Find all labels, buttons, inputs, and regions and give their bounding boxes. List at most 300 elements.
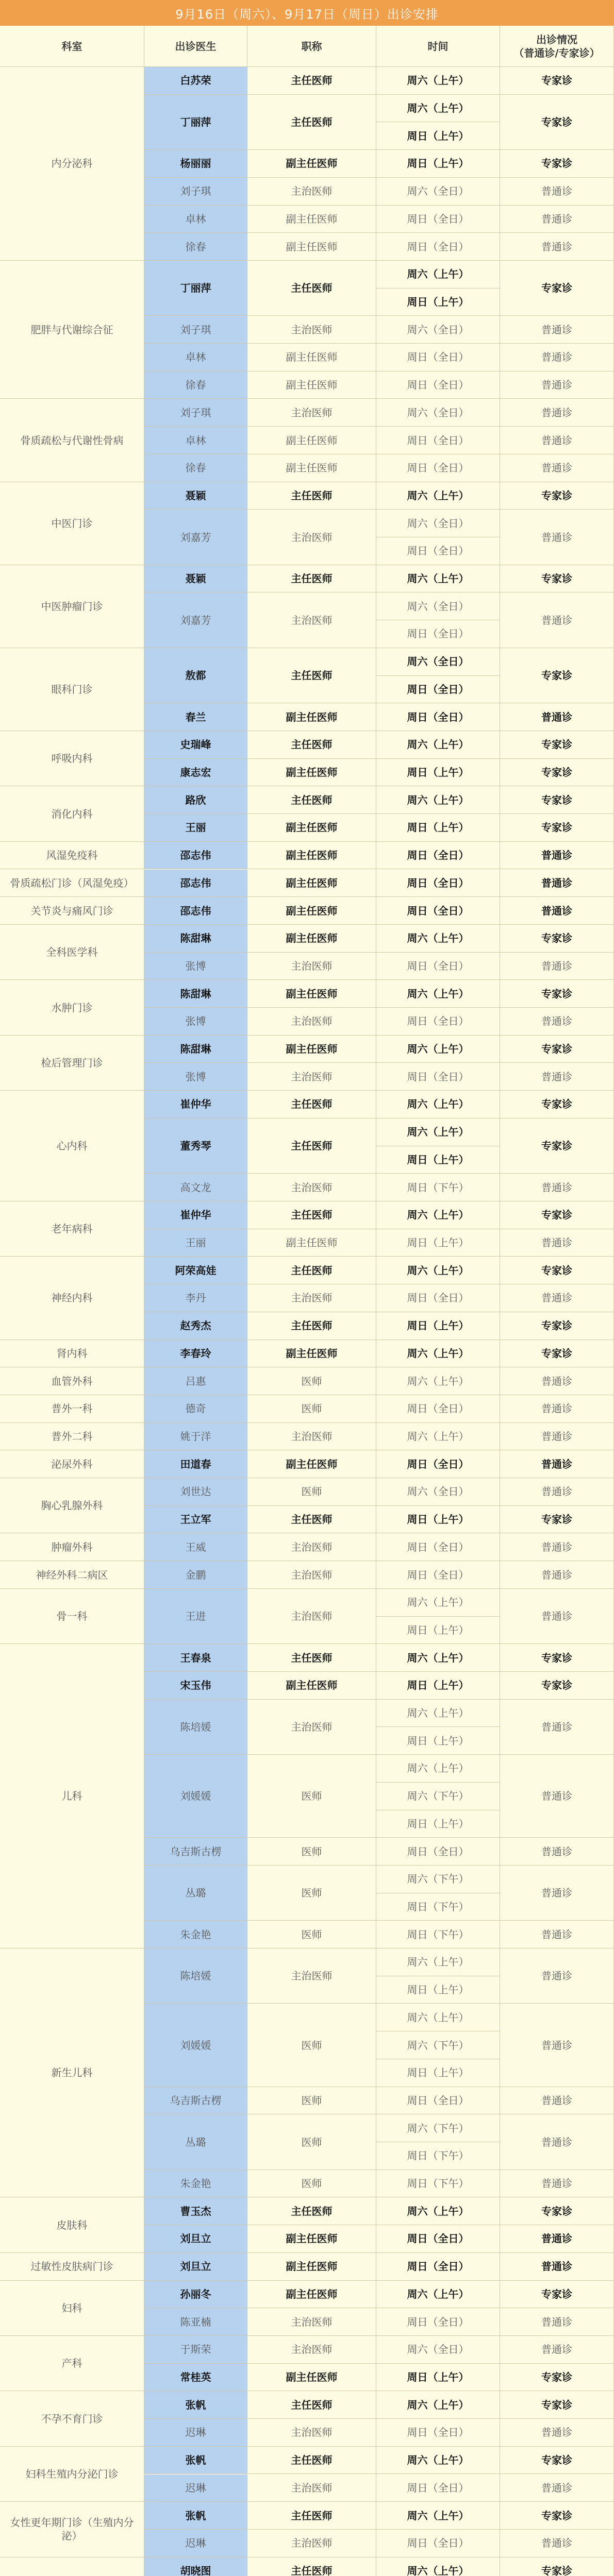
clinic-type: 普通诊 [500,371,614,399]
clinic-type: 普通诊 [500,1174,614,1201]
clinic-time: 周日（全日） [376,1450,500,1478]
clinic-type: 普通诊 [500,1533,614,1561]
clinic-type: 普通诊 [500,1008,614,1036]
doctor-name: 史瑞峰 [144,731,247,759]
doctor-name: 张博 [144,1063,247,1091]
clinic-type: 专家诊 [500,980,614,1008]
doctor-title: 主治医师 [247,2530,376,2557]
clinic-type: 专家诊 [500,1340,614,1368]
doctor-title: 副主任医师 [247,1672,376,1700]
department-name: 神经内科 [0,1257,144,1340]
clinic-time: 周六（上午） [376,2447,500,2475]
clinic-type: 普通诊 [500,1589,614,1644]
doctor-title: 主任医师 [247,67,376,95]
clinic-time: 周六（上午） [376,2391,500,2419]
doctor-name: 徐春 [144,233,247,261]
doctor-title: 主任医师 [247,648,376,703]
doctor-title: 医师 [247,2170,376,2198]
clinic-type: 普通诊 [500,1948,614,2004]
clinic-type: 专家诊 [500,814,614,842]
doctor-title: 医师 [247,1838,376,1866]
doctor-name: 崔仲华 [144,1201,247,1229]
clinic-type: 普通诊 [500,1866,614,1921]
doctor-title: 主任医师 [247,1257,376,1284]
doctor-name: 宋玉伟 [144,1672,247,1700]
clinic-time: 周六（上午） [376,786,500,814]
clinic-time: 周日（全日） [376,2087,500,2115]
clinic-time: 周日（全日） [376,344,500,371]
clinic-time: 周日（上午） [376,1727,500,1755]
doctor-name: 刘旦立 [144,2253,247,2281]
department-name: 呼吸内科 [0,731,144,786]
clinic-time: 周日（全日） [376,620,500,648]
clinic-time: 周六（全日） [376,178,500,206]
doctor-title: 主任医师 [247,786,376,814]
clinic-type: 普通诊 [500,2336,614,2364]
doctor-title: 副主任医师 [247,2281,376,2309]
department-name: 妇科生殖内分泌门诊 [0,2447,144,2502]
doctor-name: 邵志伟 [144,897,247,925]
header-time: 时间 [376,26,500,67]
department-name: 关节炎与痛风门诊 [0,897,144,925]
department-name: 产科 [0,2336,144,2391]
doctor-title: 主任医师 [247,1091,376,1118]
clinic-type: 普通诊 [500,842,614,870]
doctor-title: 副主任医师 [247,703,376,731]
clinic-type: 专家诊 [500,2281,614,2309]
department-name: 过敏性皮肤病门诊 [0,2253,144,2281]
doctor-title: 医师 [247,1921,376,1948]
clinic-time: 周日（全日） [376,233,500,261]
doctor-name: 张帆 [144,2447,247,2475]
clinic-type: 专家诊 [500,150,614,178]
doctor-title: 医师 [247,2087,376,2115]
doctor-name: 张博 [144,1008,247,1036]
department-name: 肿瘤外科 [0,1533,144,1561]
doctor-name: 姚于洋 [144,1423,247,1451]
doctor-name: 王威 [144,1533,247,1561]
clinic-type: 普通诊 [500,1755,614,1838]
clinic-type: 专家诊 [500,67,614,95]
clinic-time: 周日（全日） [376,870,500,897]
department-name: 肥胖与代谢综合征 [0,261,144,399]
clinic-time: 周日（全日） [376,676,500,704]
doctor-name: 丛璐 [144,1866,247,1921]
doctor-title: 主治医师 [247,2308,376,2336]
clinic-time: 周日（上午） [376,289,500,316]
doctor-title: 副主任医师 [247,2253,376,2281]
clinic-time: 周六（上午） [376,1340,500,1368]
clinic-time: 周六（全日） [376,399,500,427]
clinic-time: 周日（上午） [376,1312,500,1340]
doctor-title: 主治医师 [247,1561,376,1589]
doctor-name: 刘世达 [144,1478,247,1506]
doctor-name: 田道春 [144,1450,247,1478]
doctor-title: 主治医师 [247,1063,376,1091]
clinic-time: 周日（全日） [376,2475,500,2502]
department-name: 皮肤科 [0,2197,144,2252]
clinic-type: 普通诊 [500,2308,614,2336]
doctor-title: 主任医师 [247,482,376,510]
doctor-title: 副主任医师 [247,897,376,925]
doctor-name: 春兰 [144,703,247,731]
clinic-type: 普通诊 [500,2004,614,2087]
department-name: 水肿门诊 [0,980,144,1035]
clinic-type: 专家诊 [500,1201,614,1229]
clinic-time: 周日（上午） [376,1810,500,1838]
department-name: 胸心乳腺外科 [0,1478,144,1533]
doctor-title: 主任医师 [247,2391,376,2419]
doctor-title: 副主任医师 [247,1229,376,1257]
doctor-name: 阿荣高娃 [144,1257,247,1284]
header-title: 职称 [247,26,376,67]
doctor-name: 卓林 [144,427,247,454]
clinic-type: 专家诊 [500,2364,614,2392]
doctor-title: 副主任医师 [247,371,376,399]
doctor-name: 张帆 [144,2391,247,2419]
clinic-time: 周六（上午） [376,1589,500,1617]
clinic-time: 周六（上午） [376,482,500,510]
clinic-type: 专家诊 [500,2447,614,2475]
doctor-title: 主治医师 [247,510,376,565]
doctor-name: 王丽 [144,814,247,842]
department-name: 泌尿外科 [0,1450,144,1478]
header-dept: 科室 [0,26,144,67]
clinic-time: 周六（下午） [376,1866,500,1893]
doctor-name: 迟琳 [144,2475,247,2502]
clinic-time: 周六（上午） [376,67,500,95]
clinic-type: 普通诊 [500,2087,614,2115]
clinic-type: 普通诊 [500,1284,614,1312]
department-name: 老年病科 [0,1201,144,1257]
clinic-time: 周日（全日） [376,206,500,233]
clinic-time: 周六（上午） [376,925,500,953]
clinic-time: 周日（全日） [376,897,500,925]
clinic-time: 周六（上午） [376,2197,500,2225]
doctor-name: 张博 [144,953,247,980]
doctor-name: 刘子琪 [144,316,247,344]
department-name: 血管外科 [0,1367,144,1395]
clinic-time: 周日（全日） [376,1395,500,1423]
clinic-time: 周六（上午） [376,980,500,1008]
clinic-type: 专家诊 [500,2197,614,2225]
clinic-type: 普通诊 [500,2253,614,2281]
department-name: 新生儿科 [0,1948,144,2197]
department-name: 肾内科 [0,1340,144,1368]
department-name: 普外二科 [0,1423,144,1451]
doctor-name: 丁丽萍 [144,95,247,150]
doctor-title: 医师 [247,1367,376,1395]
doctor-name: 高文龙 [144,1174,247,1201]
clinic-type: 专家诊 [500,1118,614,1174]
doctor-title: 副主任医师 [247,1450,376,1478]
header-type: 出诊情况 （普通诊/专家诊） [500,26,614,67]
clinic-time: 周日（全日） [376,2308,500,2336]
doctor-name: 刘嘉芳 [144,510,247,565]
clinic-time: 周日（全日） [376,2530,500,2557]
clinic-type: 普通诊 [500,427,614,454]
clinic-type: 专家诊 [500,786,614,814]
clinic-time: 周日（全日） [376,371,500,399]
clinic-time: 周日（全日） [376,2225,500,2253]
doctor-name: 朱金艳 [144,1921,247,1948]
clinic-time: 周六（下午） [376,2031,500,2059]
clinic-time: 周六（下午） [376,2114,500,2142]
doctor-name: 王春泉 [144,1644,247,1672]
doctor-name: 敖都 [144,648,247,703]
clinic-type: 专家诊 [500,925,614,953]
clinic-type: 普通诊 [500,178,614,206]
doctor-title: 主任医师 [247,2447,376,2475]
doctor-title: 主任医师 [247,731,376,759]
department-name: 中医肿瘤门诊 [0,565,144,648]
clinic-time: 周六（上午） [376,1257,500,1284]
doctor-name: 徐春 [144,371,247,399]
doctor-name: 刘子琪 [144,178,247,206]
doctor-title: 主治医师 [247,1174,376,1201]
clinic-time: 周日（上午） [376,1617,500,1645]
clinic-time: 周六（上午） [376,1423,500,1451]
clinic-type: 专家诊 [500,1036,614,1063]
clinic-time: 周日（上午） [376,122,500,150]
clinic-time: 周六（上午） [376,1948,500,1976]
clinic-type: 专家诊 [500,1257,614,1284]
clinic-time: 周六（上午） [376,2004,500,2031]
clinic-type: 普通诊 [500,1367,614,1395]
department-name: 普外一科 [0,1395,144,1423]
doctor-title: 主任医师 [247,565,376,593]
clinic-time: 周日（下午） [376,1893,500,1921]
clinic-type: 普通诊 [500,2419,614,2447]
doctor-title: 医师 [247,2004,376,2087]
doctor-name: 杨丽丽 [144,150,247,178]
clinic-time: 周日（下午） [376,1174,500,1201]
department-name: 风湿免疫科 [0,842,144,870]
doctor-title: 副主任医师 [247,842,376,870]
clinic-type: 专家诊 [500,565,614,593]
doctor-name: 崔仲华 [144,1091,247,1118]
doctor-name: 王立军 [144,1506,247,1534]
clinic-time: 周日（全日） [376,842,500,870]
clinic-time: 周六（上午） [376,731,500,759]
doctor-name: 胡晓图 [144,2557,247,2576]
clinic-time: 周六（全日） [376,2336,500,2364]
clinic-time: 周六（上午） [376,2281,500,2309]
doctor-title: 副主任医师 [247,150,376,178]
department-name: 神经外科二病区 [0,1561,144,1589]
doctor-title: 主治医师 [247,2419,376,2447]
doctor-title: 副主任医师 [247,1036,376,1063]
clinic-time: 周日（上午） [376,759,500,787]
doctor-name: 王丽 [144,1229,247,1257]
clinic-time: 周日（下午） [376,2170,500,2198]
doctor-title: 主任医师 [247,1312,376,1340]
doctor-title: 主治医师 [247,1589,376,1644]
department-name: 内分泌科 [0,67,144,261]
clinic-type: 专家诊 [500,731,614,759]
department-name: 消化内科 [0,786,144,841]
doctor-name: 常桂英 [144,2364,247,2392]
doctor-name: 陈甜琳 [144,1036,247,1063]
doctor-name: 陈培媛 [144,1948,247,2004]
department-name: 全科医学科 [0,925,144,980]
department-name: 心内科 [0,1091,144,1201]
clinic-type: 普通诊 [500,510,614,565]
doctor-title: 医师 [247,1478,376,1506]
doctor-title: 副主任医师 [247,206,376,233]
doctor-title: 主治医师 [247,1008,376,1036]
clinic-type: 专家诊 [500,2502,614,2530]
clinic-type: 普通诊 [500,2225,614,2253]
doctor-name: 乌吉斯古楞 [144,1838,247,1866]
clinic-type: 普通诊 [500,344,614,371]
doctor-name: 赵秀杰 [144,1312,247,1340]
clinic-type: 普通诊 [500,2114,614,2170]
clinic-time: 周日（全日） [376,427,500,454]
clinic-type: 专家诊 [500,2391,614,2419]
doctor-title: 医师 [247,2114,376,2170]
clinic-time: 周六（上午） [376,95,500,123]
clinic-time: 周六（上午） [376,2557,500,2576]
clinic-time: 周六（上午） [376,1755,500,1783]
doctor-name: 张帆 [144,2502,247,2530]
doctor-name: 刘媛媛 [144,2004,247,2087]
clinic-type: 普通诊 [500,1423,614,1451]
doctor-name: 刘子琪 [144,399,247,427]
clinic-type: 普通诊 [500,233,614,261]
clinic-time: 周六（全日） [376,316,500,344]
department-name: 妇科 [0,2281,144,2336]
doctor-name: 陈亚楠 [144,2308,247,2336]
clinic-time: 周六（上午） [376,565,500,593]
clinic-time: 周日（上午） [376,1506,500,1534]
doctor-title: 主治医师 [247,178,376,206]
clinic-time: 周六（上午） [376,2502,500,2530]
doctor-title: 主任医师 [247,1506,376,1534]
doctor-name: 路欣 [144,786,247,814]
clinic-type: 专家诊 [500,2557,614,2576]
clinic-time: 周日（全日） [376,2419,500,2447]
doctor-title: 副主任医师 [247,2225,376,2253]
clinic-time: 周六（全日） [376,510,500,537]
clinic-time: 周六（上午） [376,1367,500,1395]
clinic-type: 普通诊 [500,316,614,344]
clinic-type: 普通诊 [500,2475,614,2502]
clinic-time: 周六（上午） [376,1201,500,1229]
clinic-type: 普通诊 [500,1395,614,1423]
doctor-name: 丁丽萍 [144,261,247,316]
doctor-name: 李春玲 [144,1340,247,1368]
doctor-title: 主任医师 [247,1644,376,1672]
department-name: 中医门诊 [0,482,144,565]
doctor-title: 主治医师 [247,1423,376,1451]
doctor-name: 迟琳 [144,2419,247,2447]
clinic-time: 周六（上午） [376,1091,500,1118]
department-name: 儿科 [0,1644,144,1948]
clinic-time: 周日（全日） [376,454,500,482]
doctor-name: 邵志伟 [144,842,247,870]
department-name [0,2557,144,2576]
doctor-title: 主任医师 [247,95,376,150]
clinic-time: 周日（上午） [376,2059,500,2087]
clinic-time: 周六（上午） [376,1644,500,1672]
doctor-title: 医师 [247,1395,376,1423]
doctor-title: 主治医师 [247,316,376,344]
clinic-time: 周日（全日） [376,1063,500,1091]
clinic-time: 周六（全日） [376,592,500,620]
doctor-name: 朱金艳 [144,2170,247,2198]
clinic-time: 周日（上午） [376,1672,500,1700]
doctor-title: 主任医师 [247,1118,376,1174]
table-header [0,26,614,67]
doctor-name: 董秀琴 [144,1118,247,1174]
doctor-name: 聂颖 [144,565,247,593]
doctor-title: 主任医师 [247,1201,376,1229]
doctor-title: 主治医师 [247,1700,376,1755]
doctor-name: 卓林 [144,206,247,233]
doctor-name: 刘嘉芳 [144,592,247,648]
clinic-type: 普通诊 [500,870,614,897]
clinic-type: 普通诊 [500,1229,614,1257]
doctor-name: 王进 [144,1589,247,1644]
clinic-time: 周日（全日） [376,1838,500,1866]
clinic-time: 周日（全日） [376,1561,500,1589]
clinic-type: 普通诊 [500,1838,614,1866]
clinic-time: 周日（下午） [376,1921,500,1948]
doctor-title: 副主任医师 [247,759,376,787]
clinic-type: 普通诊 [500,703,614,731]
doctor-name: 邵志伟 [144,870,247,897]
doctor-name: 吕惠 [144,1367,247,1395]
doctor-title: 主任医师 [247,2197,376,2225]
clinic-type: 普通诊 [500,1063,614,1091]
doctor-name: 乌吉斯古楞 [144,2087,247,2115]
clinic-time: 周日（上午） [376,1976,500,2004]
doctor-title: 主任医师 [247,2557,376,2576]
doctor-title: 副主任医师 [247,980,376,1008]
doctor-title: 主治医师 [247,1533,376,1561]
doctor-title: 医师 [247,1755,376,1838]
clinic-type: 普通诊 [500,1450,614,1478]
doctor-name: 白苏荣 [144,67,247,95]
clinic-time: 周日（上午） [376,150,500,178]
clinic-type: 专家诊 [500,95,614,150]
doctor-name: 卓林 [144,344,247,371]
doctor-title: 主治医师 [247,1948,376,2004]
clinic-type: 普通诊 [500,953,614,980]
clinic-time: 周六（上午） [376,1036,500,1063]
clinic-time: 周日（全日） [376,2253,500,2281]
doctor-name: 迟琳 [144,2530,247,2557]
clinic-time: 周日（全日） [376,1008,500,1036]
clinic-time: 周日（全日） [376,1533,500,1561]
doctor-name: 于斯荣 [144,2336,247,2364]
clinic-time: 周日（上午） [376,814,500,842]
doctor-title: 副主任医师 [247,344,376,371]
doctor-name: 陈甜琳 [144,980,247,1008]
clinic-type: 专家诊 [500,482,614,510]
clinic-time: 周日（下午） [376,2142,500,2170]
clinic-time: 周日（全日） [376,953,500,980]
doctor-name: 金鹏 [144,1561,247,1589]
clinic-type: 专家诊 [500,1672,614,1700]
doctor-name: 聂颖 [144,482,247,510]
doctor-name: 康志宏 [144,759,247,787]
clinic-type: 普通诊 [500,2170,614,2198]
clinic-time: 周六（全日） [376,1478,500,1506]
doctor-title: 副主任医师 [247,427,376,454]
clinic-time: 周六（上午） [376,1700,500,1727]
